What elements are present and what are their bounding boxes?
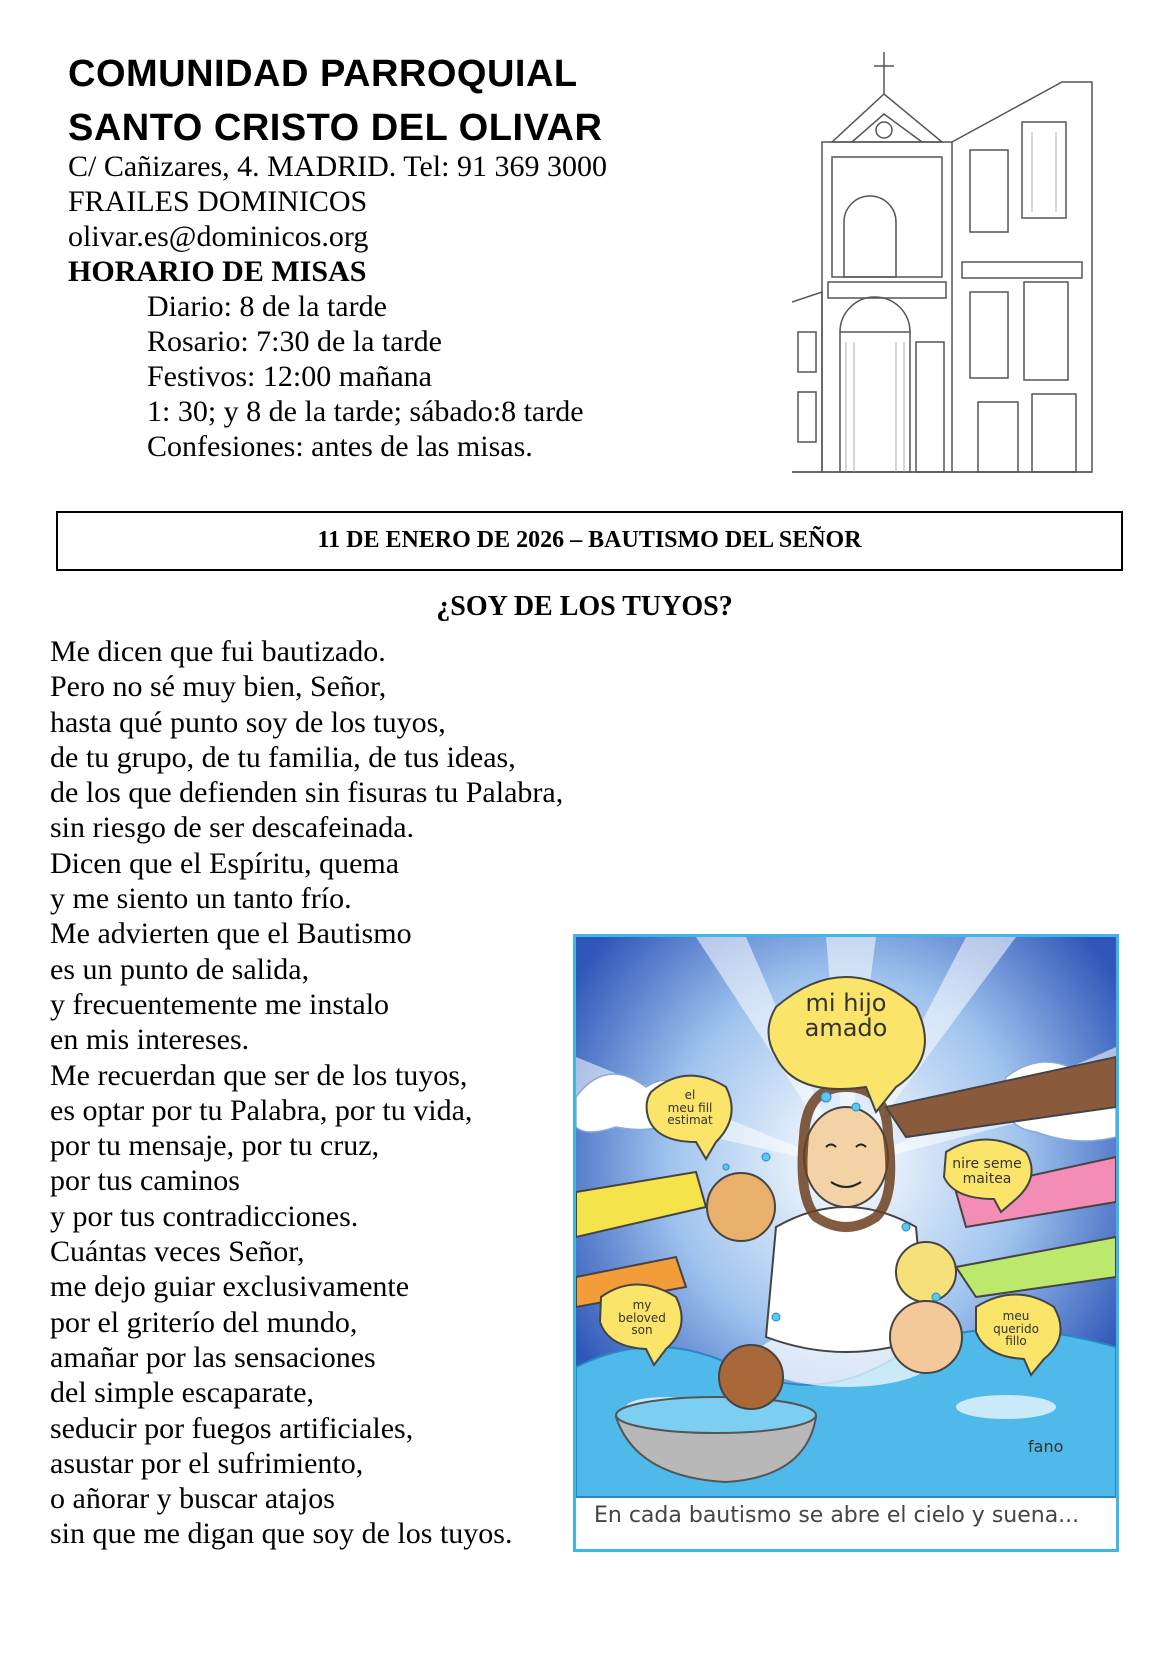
poem-line: Pero no sé muy bien, Señor, xyxy=(50,670,387,704)
schedule-rosary: Rosario: 7:30 de la tarde xyxy=(147,325,442,358)
poem-line: de los que defienden sin fisuras tu Palabra, xyxy=(50,776,564,810)
poem-title: ¿SOY DE LOS TUYOS? xyxy=(436,591,733,622)
speech-bubble-catalan xyxy=(650,1089,730,1127)
bubble-text: my xyxy=(632,1298,652,1312)
church-sketch-image xyxy=(792,42,1094,492)
bubble-text: querido xyxy=(993,1321,1039,1336)
poem-line: y me siento un tanto frío. xyxy=(50,882,352,916)
poem-line: y por tus contradicciones. xyxy=(50,1199,359,1233)
bubble-text: son xyxy=(631,1323,653,1338)
bubble-text: fillo xyxy=(1005,1334,1027,1349)
bubble-text: estimat xyxy=(667,1113,713,1128)
bubble-text: amado xyxy=(804,1014,888,1043)
poem-line: y frecuentemente me instalo xyxy=(50,987,390,1021)
poem-line: Me recuerdan que ser de los tuyos, xyxy=(50,1058,468,1092)
speech-bubble-english xyxy=(602,1299,682,1337)
speech-bubble-basque xyxy=(942,1157,1032,1186)
poem-line: hasta qué punto soy de los tuyos, xyxy=(50,705,446,739)
poem-line: en mis intereses. xyxy=(50,1023,250,1057)
poem-line: por tus caminos xyxy=(50,1164,240,1198)
poem-line: Cuántas veces Señor, xyxy=(50,1235,305,1269)
email-address: olivar.es@dominicos.org xyxy=(68,220,369,253)
bubble-text: mi hijo xyxy=(805,989,887,1017)
poem-line: es un punto de salida, xyxy=(50,952,310,986)
poem-line: seducir por fuegos artificiales, xyxy=(50,1411,414,1445)
poem-line: asustar por el sufrimiento, xyxy=(50,1446,364,1480)
schedule-heading: HORARIO DE MISAS xyxy=(68,255,367,288)
schedule-holidays-times: 1: 30; y 8 de la tarde; sábado:8 tarde xyxy=(147,395,584,428)
bubble-text: el xyxy=(684,1088,696,1102)
religious-order: FRAILES DOMINICOS xyxy=(68,185,368,218)
address: C/ Cañizares, 4. MADRID. Tel: 91 369 3000 xyxy=(68,150,607,183)
poem-line: de tu grupo, de tu familia, de tus ideas, xyxy=(50,740,516,774)
illustration-caption: En cada bautismo se abre el cielo y suena... xyxy=(594,1503,1080,1528)
date-banner: 11 DE ENERO DE 2026 – BAUTISMO DEL SEÑOR xyxy=(56,511,1123,571)
schedule-confessions: Confesiones: antes de las misas. xyxy=(147,430,533,463)
poem-line: Me advierten que el Bautismo xyxy=(50,917,412,951)
poem-line: por el griterío del mundo, xyxy=(50,1305,358,1339)
speech-bubble-spanish xyxy=(776,991,916,1041)
poem-line: me dejo guiar exclusivamente xyxy=(50,1270,410,1304)
poem-line: sin riesgo de ser descafeinada. xyxy=(50,811,415,845)
poem-line: por tu mensaje, por tu cruz, xyxy=(50,1129,380,1163)
bubble-text: maitea xyxy=(962,1170,1012,1187)
artist-signature: fano xyxy=(1028,1437,1064,1456)
speech-bubble-galician xyxy=(978,1310,1054,1348)
poem-body xyxy=(50,634,563,1552)
schedule-daily: Diario: 8 de la tarde xyxy=(147,290,387,323)
poem-line: o añorar y buscar atajos xyxy=(50,1482,335,1516)
parish-title-line2: SANTO CRISTO DEL OLIVAR xyxy=(68,107,603,149)
bubble-text: beloved xyxy=(618,1310,666,1325)
poem-line: del simple escaparate, xyxy=(50,1376,315,1410)
poem-line: Dicen que el Espíritu, quema xyxy=(50,846,400,880)
poem-line: amañar por las sensaciones xyxy=(50,1340,376,1374)
schedule-holidays: Festivos: 12:00 mañana xyxy=(147,360,432,393)
poem-line: es optar por tu Palabra, por tu vida, xyxy=(50,1093,473,1127)
poem-line: sin que me digan que soy de los tuyos. xyxy=(50,1517,513,1551)
bubble-text: nire seme xyxy=(952,1156,1022,1172)
bubble-text: meu fill xyxy=(667,1100,713,1115)
bubble-text: meu xyxy=(1002,1309,1030,1323)
poem-line: Me dicen que fui bautizado. xyxy=(50,635,386,668)
parish-title-line1: COMUNIDAD PARROQUIAL xyxy=(68,53,578,95)
baptism-illustration xyxy=(573,934,1119,1552)
